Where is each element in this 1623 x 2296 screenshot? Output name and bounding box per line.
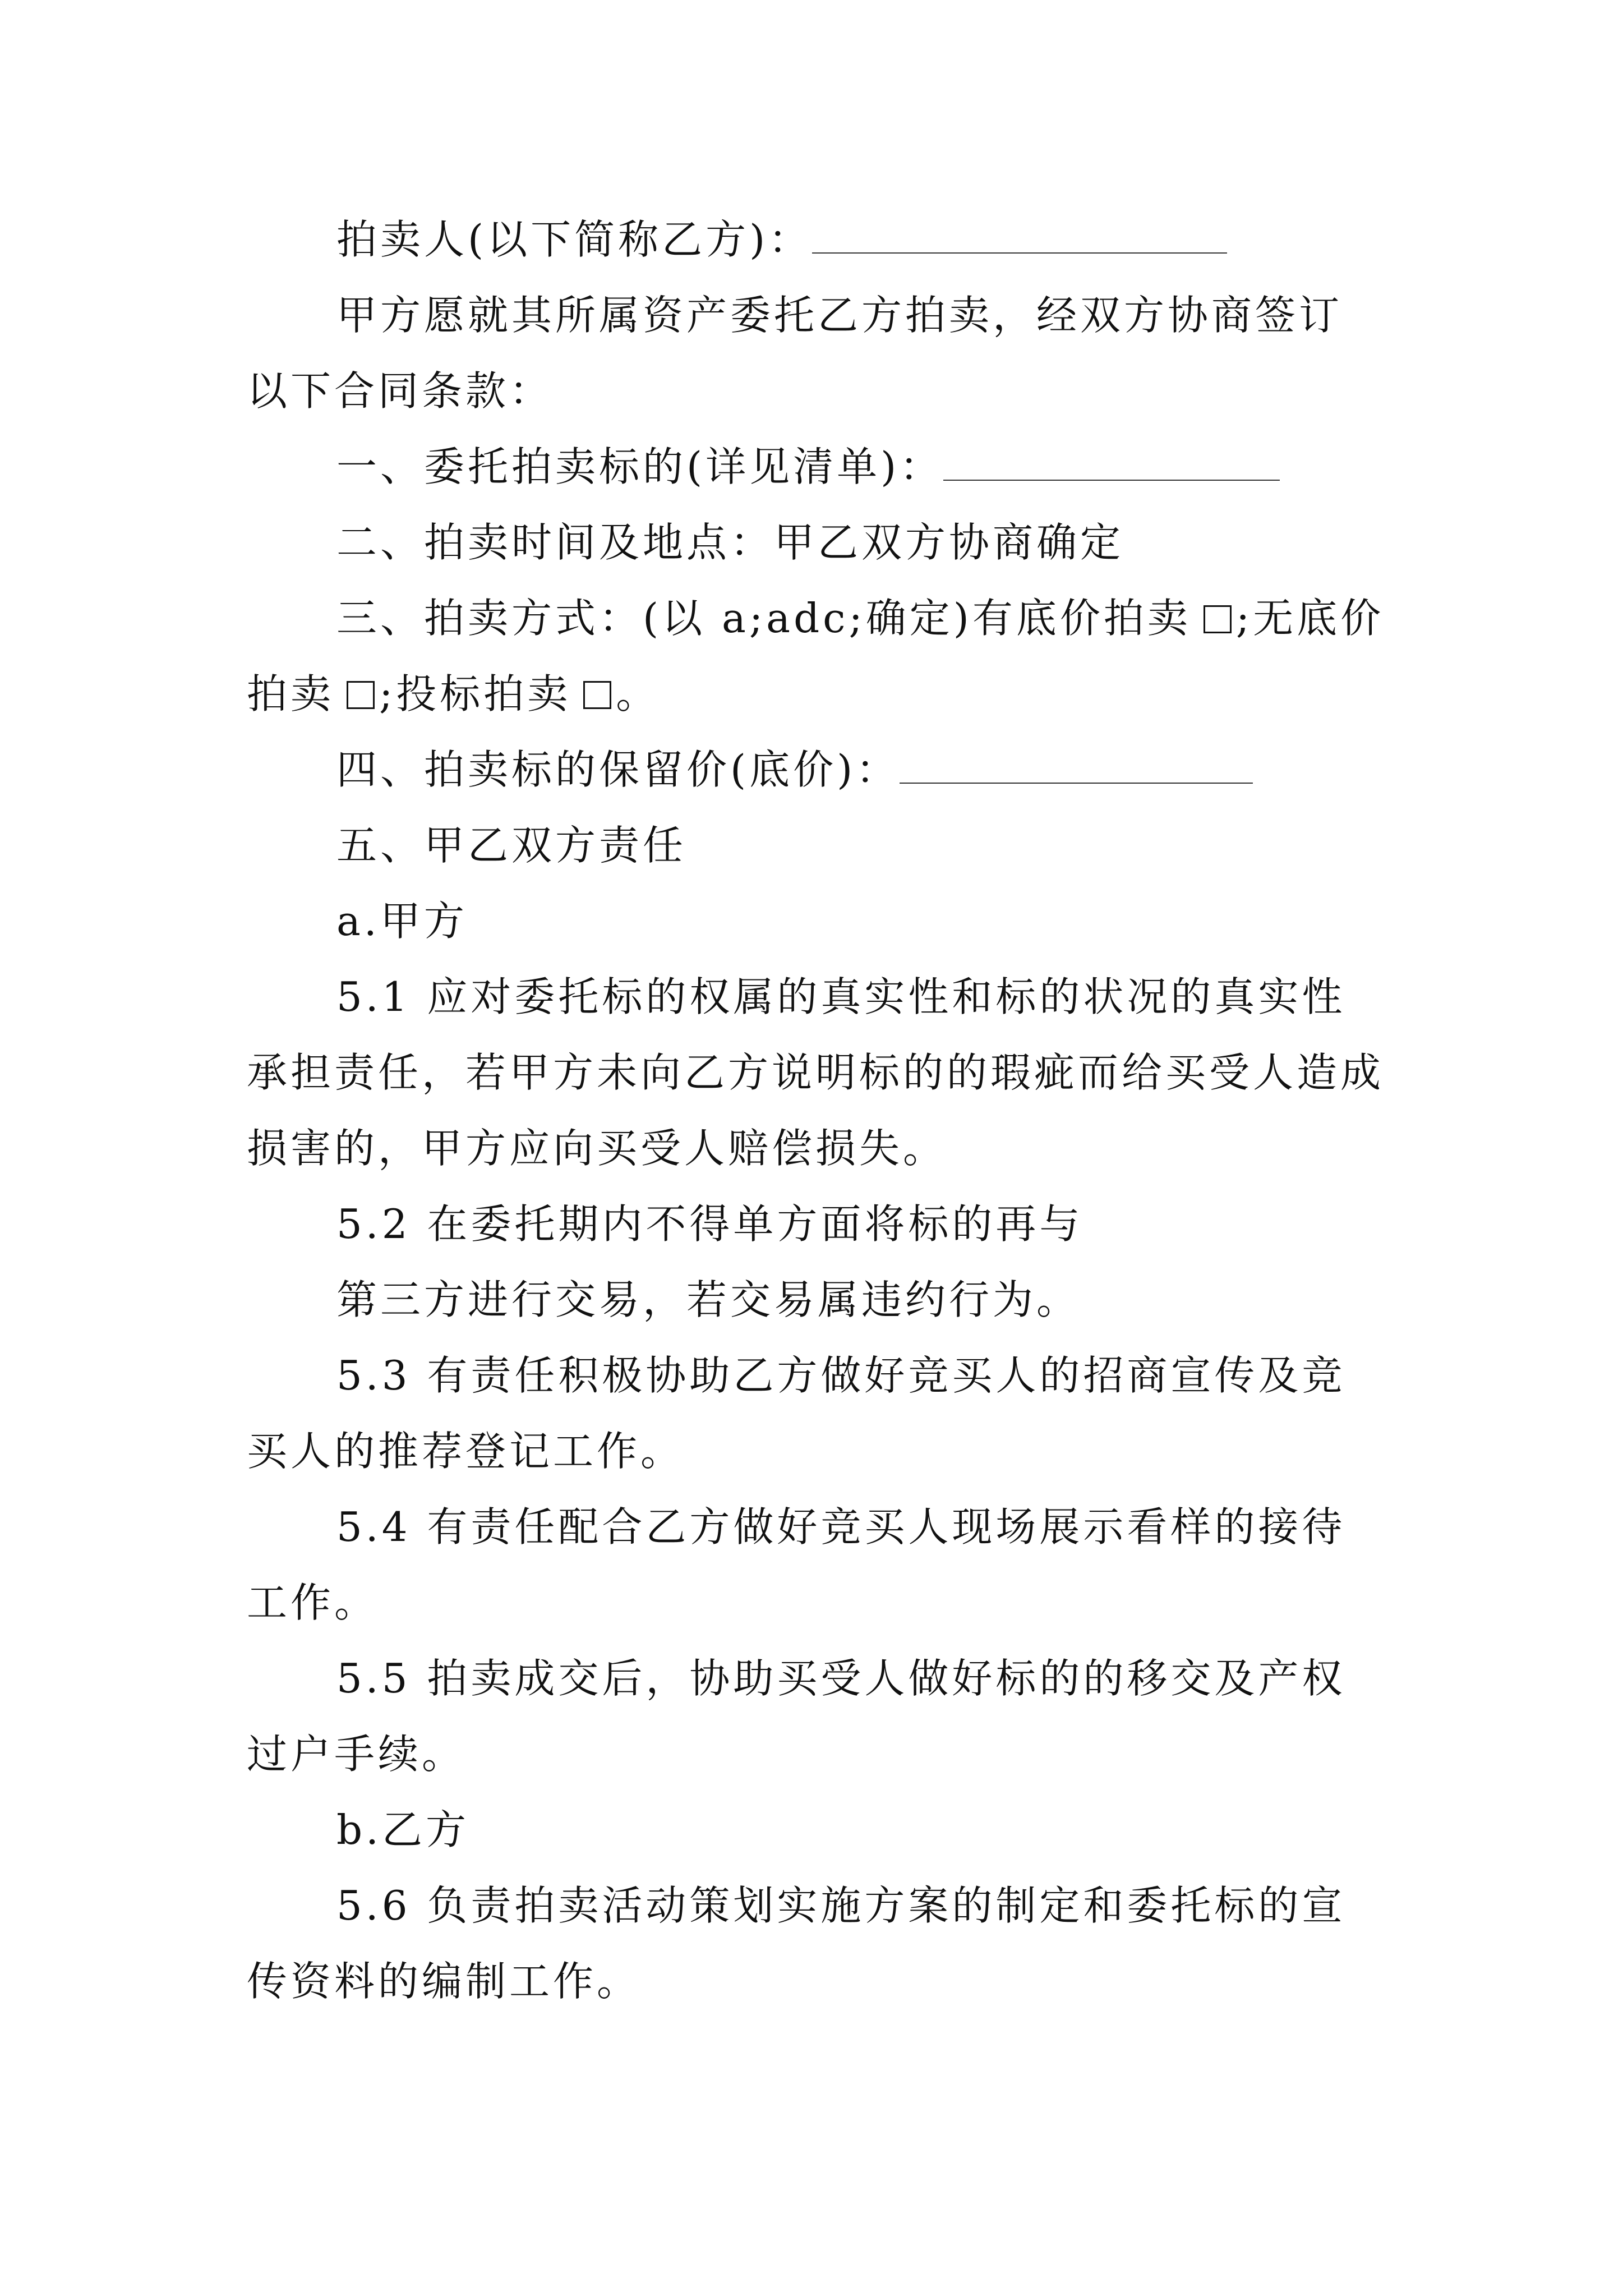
preamble-paragraph: 甲方愿就其所属资产委托乙方拍卖，经双方协商签订以下合同条款： bbox=[247, 292, 1343, 415]
clause-4-blank bbox=[900, 749, 1253, 784]
clause-1-blank bbox=[943, 446, 1280, 481]
clause-5-heading: 五、甲乙双方责任 bbox=[336, 822, 687, 869]
clause-5-1: 5.1 应对委托标的权属的真实性和标的状况的真实性承担责任，若甲方未向乙方说明标的的瑕疵而给买受人造成损害的，甲方应向买受人赔偿损失。 bbox=[247, 973, 1385, 1172]
clause-1 bbox=[247, 429, 1385, 505]
clause-5-4: 5.4 有责任配合乙方做好竞买人现场展示看样的接待工作。 bbox=[247, 1503, 1346, 1626]
auctioneer-blank bbox=[812, 219, 1227, 254]
clause-5-5: 5.5 拍卖成交后，协助买受人做好标的的移交及产权过户手续。 bbox=[247, 1655, 1346, 1778]
reserve-price-checkbox[interactable] bbox=[1204, 605, 1232, 633]
tender-auction-checkbox[interactable] bbox=[583, 681, 611, 709]
clause-5-2-continued: 第三方进行交易，若交易属违约行为。 bbox=[336, 1276, 1081, 1323]
clause-3-text-c: ;投标拍卖 bbox=[379, 670, 571, 717]
party-a-heading: a.甲方 bbox=[336, 898, 468, 945]
clause-5-3: 5.3 有责任积极协助乙方做好竞买人的招商宣传及竞买人的推荐登记工作。 bbox=[247, 1352, 1346, 1475]
no-reserve-checkbox[interactable] bbox=[347, 681, 375, 709]
clause-3-text-b: ;无底价拍卖 bbox=[247, 595, 1385, 717]
clause-4 bbox=[247, 732, 1385, 808]
clause-3 bbox=[247, 581, 1385, 732]
clause-5-2: 5.2 在委托期内不得单方面将标的再与 bbox=[336, 1200, 1083, 1248]
clause-3-text-a: 三、拍卖方式：(以 a;adc;确定)有底价拍卖 bbox=[336, 595, 1191, 642]
clause-4-label: 四、拍卖标的保留价(底价)： bbox=[336, 746, 900, 793]
contract-body bbox=[247, 202, 1385, 2019]
clause-2: 二、拍卖时间及地点：甲乙双方协商确定 bbox=[336, 519, 1124, 566]
clause-3-text-d: 。 bbox=[616, 670, 660, 717]
clause-5-6: 5.6 负责拍卖活动策划实施方案的制定和委托标的宣传资料的编制工作。 bbox=[247, 1882, 1346, 2005]
clause-1-label: 一、委托拍卖标的(详见清单)： bbox=[336, 443, 944, 490]
auctioneer-label: 拍卖人(以下简称乙方)： bbox=[336, 216, 813, 263]
auctioneer-line bbox=[247, 202, 1385, 278]
party-b-heading: b.乙方 bbox=[336, 1806, 469, 1853]
